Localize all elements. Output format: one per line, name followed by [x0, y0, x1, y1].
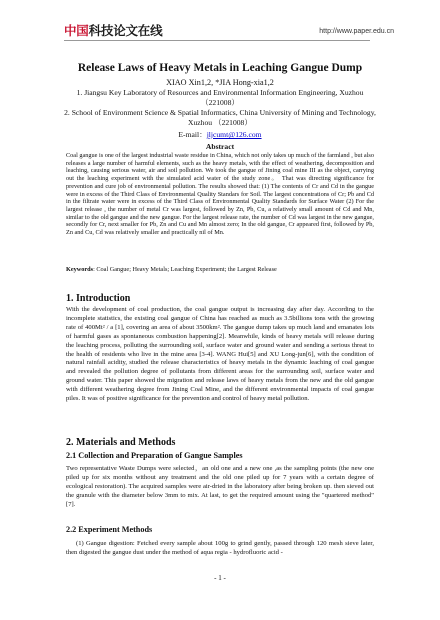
site-logo[interactable]: [64, 22, 162, 38]
logo-text-red: 中国: [64, 23, 89, 38]
section-1-heading: 1. Introduction: [66, 293, 131, 304]
email-link[interactable]: jljcumt@126.com: [206, 130, 262, 139]
keywords-line: [66, 266, 374, 273]
collection-paragraph: Two representative Waste Dumps were selected，an old one and a new one ,as the sampling points (the new one piled up for six months without any treatment and the old one piled up for 7 years with a certain degree of ecological restoration). The acquired samples were air-dried in the laboratory after being broken up. then sieved out the granule with the diameter below 3mm to mix. At last, to get the required amount using the "quartered method"[7].: [66, 465, 374, 508]
intro-paragraph: With the development of coal production, the coal gangue output is increasing day after day. According to the incomplete statistics, the existing coal gangue of China has reached as much as 3.5billions tons with the growing rate of 400Mt² / a [1], covering an area of about 3500km². The gangue dump takes up much land and emanates lots of harmful gases as spontaneous combustion happening[2]. Meanwhile, kinds of heavy metals will release during the leaching process, polluting the surrounding soil, surface water and ground water and sending a serious threat to the health of residents who live in the mine area [3-4]. WANG Hui[5] and XU Long-jun[6], with the condition of natural rainfall acidity, studied the release characteristics of heavy metals in the dynamic leaching of coal gangue and revealed the pollution degree of pollutants from different areas for the surrounding soil, surface water and ground water. This paper showed the migration and release laws of heavy metals from the new and the old gangue with different weathering degree from Jining Coal Mine, and the different environmental impacts of coal gangue piles. It was of positive significance for the prevention and control of heavy metal pollution.: [66, 306, 374, 403]
paper-title: Release Laws of Heavy Metals in Leaching Gangue Dump: [77, 62, 363, 74]
section-2-1-heading: 2.1 Collection and Preparation of Gangue Samples: [66, 451, 243, 460]
methods-paragraph: (1) Gangue digestion: Fetched every sample about 100g to grind gently, passed through 120 mesh sieve later, then digested the gangue dust under the method of aqua regia - hydrofluoric acid -: [66, 540, 374, 556]
affiliation-1: 1. Jiangsu Key Laboratory of Resources and Environmental Information Engineering, Xuzhou（221008）: [76, 88, 364, 107]
keywords-label: Keywords: [66, 266, 94, 273]
section-2-heading: 2. Materials and Methods: [66, 437, 176, 448]
header-rule: [64, 40, 370, 41]
page-number: - 1 -: [214, 574, 226, 582]
paper-authors: XIAO Xin1,2, *JIA Hong-xia1,2: [166, 78, 274, 87]
logo-text-black: 科技论文在线: [88, 23, 163, 38]
abstract-heading: Abstract: [205, 142, 235, 151]
section-2-2-heading: 2.2 Experiment Methods: [66, 525, 153, 534]
keywords-text: : Coal Gangue; Heavy Metals; Leaching Experiment; the Largest Release: [93, 266, 277, 273]
author-email: [0, 129, 440, 140]
site-url[interactable]: http://www.paper.edu.cn: [319, 28, 394, 35]
abstract-body: Coal gangue is one of the largest industrial waste residue in China, which not only takes up much of the farmland , but also releases a large number of harmful elements, such as the heavy metals, with the effect of weathering, decomposition and leaching, causing serious water, air and soil pollution. We took the gangue of Jining coal mine III as the object, carrying out the leaching experiment with the simulated acid water of the study zone。 That was directing significance for prevention and cure job of environmental pollution. The results showed that: (1) The contents of Cr and Cd in the gangue were in excess of the Third Class of Environmental Quality Standars for Soil. The largest concentrations of Cr; Pb and Cd in the filtrate water were in excess of the Third Class of Environmental Quality Standards for Surface Water (2) For the largest release , the number of metal Cr was largest, followed by Zn, Pb, Cu, a relatively small amount of Cd and Mn, similar to the old gangue and the new gangue. For the largest release rate, the number of Cd was largest in the new gangue, secondly for Cr, next smaller for Pb, Zn and Cu and Mn almost zero; In the old gangue, Cr appeared first, followed by Pb, Zn and Cu, Cd was relatively smaller and practically nil of Mn.: [66, 152, 374, 237]
email-label: E-mail：: [178, 130, 207, 139]
page-header: [0, 0, 440, 40]
affiliation-2: 2. School of Environment Science & Spatial Informatics, China University of Mining and Technology, Xuzhou （221008）: [64, 108, 376, 127]
